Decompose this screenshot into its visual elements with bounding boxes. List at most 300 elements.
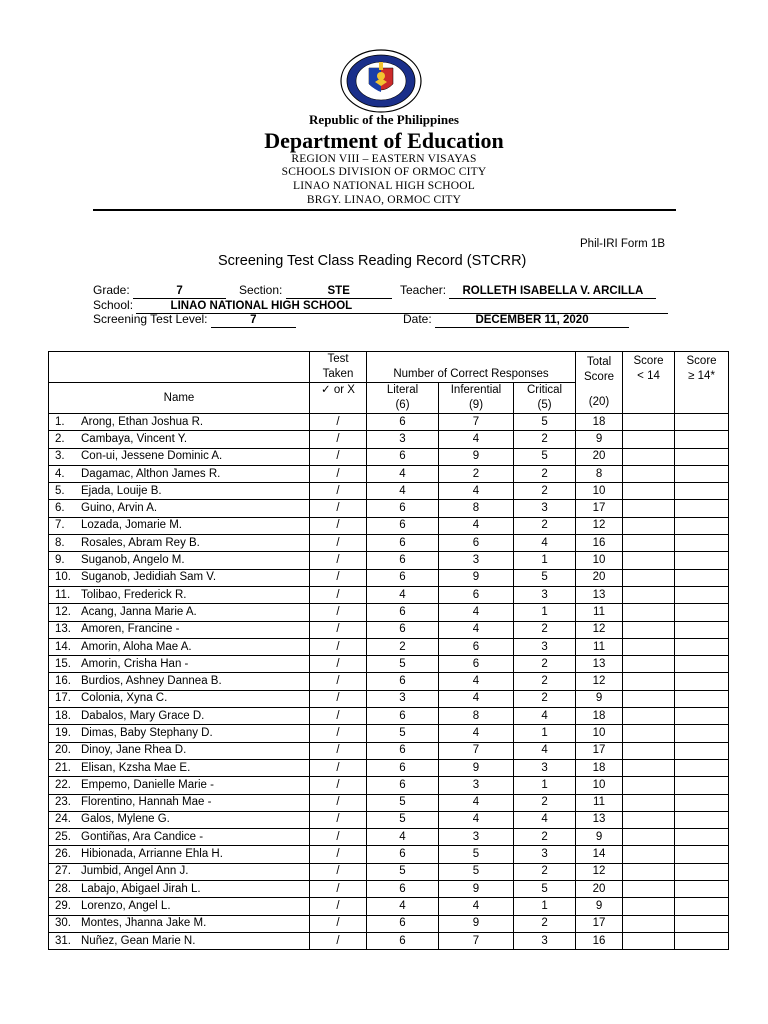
level-label: Screening Test Level:: [93, 312, 208, 326]
table-row: [49, 708, 729, 725]
score-lt14-header: [623, 352, 675, 414]
score-ge14-cell: [675, 448, 729, 465]
table-row: [49, 829, 729, 846]
row-number: 28.: [55, 882, 71, 895]
critical-cell: 2: [514, 621, 576, 638]
literal-cell: 6: [367, 517, 439, 534]
score-ge14-cell: [675, 569, 729, 586]
literal-cell: 4: [367, 465, 439, 482]
row-number: 11.: [55, 588, 71, 601]
blank-header-cell: [49, 352, 310, 383]
student-name: Empemo, Danielle Marie -: [81, 778, 214, 791]
test-taken-cell: /: [310, 898, 367, 915]
row-number: 26.: [55, 848, 71, 861]
row-number: 23.: [55, 796, 71, 809]
table-row: [49, 414, 729, 431]
total-score-cell: 9: [576, 690, 623, 707]
literal-cell: 6: [367, 759, 439, 776]
test-taken-cell: /: [310, 915, 367, 932]
literal-cell: 3: [367, 431, 439, 448]
total-score-cell: 20: [576, 569, 623, 586]
student-name-cell: [49, 535, 310, 552]
inferential-cell: 7: [439, 414, 514, 431]
critical-cell: 2: [514, 673, 576, 690]
grade-field: [93, 283, 226, 299]
critical-cell: 2: [514, 690, 576, 707]
score-ge14-cell: [675, 881, 729, 898]
test-taken-header: [310, 352, 367, 383]
table-row: [49, 517, 729, 534]
table-row: [49, 569, 729, 586]
student-name: Suganob, Angelo M.: [81, 554, 185, 567]
literal-cell: 4: [367, 586, 439, 603]
table-row: [49, 431, 729, 448]
total-score-cell: 20: [576, 448, 623, 465]
literal-label: Literal: [386, 384, 419, 396]
score-lt14-cell: [623, 569, 675, 586]
school-value-text: LINAO NATIONAL HIGH SCHOOL: [170, 300, 353, 312]
student-name-cell: [49, 465, 310, 482]
test-taken-cell: /: [310, 483, 367, 500]
total-line-1: Total: [586, 356, 612, 368]
row-number: 10.: [55, 571, 71, 584]
test-taken-cell: /: [310, 829, 367, 846]
score-lt14-cell: [623, 794, 675, 811]
score-lt14-cell: [623, 777, 675, 794]
student-name: Amorin, Crisha Han -: [81, 657, 189, 670]
critical-cell: 3: [514, 932, 576, 949]
total-score-cell: 9: [576, 431, 623, 448]
table-row: [49, 725, 729, 742]
score-ge14-cell: [675, 742, 729, 759]
score-ge14-cell: [675, 656, 729, 673]
student-name: Ejada, Louije B.: [81, 484, 162, 497]
inferential-cell: 9: [439, 569, 514, 586]
score-ge14-cell: [675, 500, 729, 517]
critical-cell: 3: [514, 846, 576, 863]
region-line: REGION VIII – EASTERN VISAYAS: [291, 153, 477, 165]
score-lt14-cell: [623, 742, 675, 759]
score-lt14-cell: [623, 448, 675, 465]
row-number: 31.: [55, 934, 71, 947]
inferential-cell: 9: [439, 759, 514, 776]
total-score-cell: 17: [576, 915, 623, 932]
score-lt14-cell: [623, 414, 675, 431]
student-name-cell: [49, 431, 310, 448]
score-ge14-cell: [675, 811, 729, 828]
inferential-cell: 3: [439, 777, 514, 794]
teacher-value: ROLLETH ISABELLA V. ARCILLA: [449, 285, 656, 299]
literal-cell: 5: [367, 656, 439, 673]
student-name-cell: [49, 708, 310, 725]
critical-cell: 1: [514, 604, 576, 621]
table-row: [49, 673, 729, 690]
critical-cell: 3: [514, 638, 576, 655]
address-line: BRGY. LINAO, ORMOC CITY: [306, 194, 462, 206]
row-number: 22.: [55, 778, 71, 791]
table-row: [49, 863, 729, 880]
row-number: 6.: [55, 502, 65, 515]
test-taken-cell: /: [310, 846, 367, 863]
critical-cell: 2: [514, 794, 576, 811]
inferential-cell: 3: [439, 552, 514, 569]
table-row: [49, 794, 729, 811]
total-score-cell: 9: [576, 829, 623, 846]
student-name: Hibionada, Arrianne Ehla H.: [81, 848, 223, 861]
score-ge14-cell: [675, 638, 729, 655]
score-lt14-cell: [623, 621, 675, 638]
score-lt14-cell: [623, 465, 675, 482]
test-taken-cell: /: [310, 742, 367, 759]
score-lt14-cell: [623, 811, 675, 828]
test-taken-cell: /: [310, 500, 367, 517]
student-name-cell: [49, 759, 310, 776]
score-ge14-cell: [675, 465, 729, 482]
score-lt14-cell: [623, 500, 675, 517]
student-name-cell: [49, 638, 310, 655]
total-score-cell: 11: [576, 794, 623, 811]
inferential-cell: 9: [439, 915, 514, 932]
literal-cell: 4: [367, 829, 439, 846]
form-number: Phil-IRI Form 1B: [580, 238, 665, 250]
critical-cell: 1: [514, 777, 576, 794]
inferential-cell: 3: [439, 829, 514, 846]
score-lt14-cell: [623, 898, 675, 915]
score-lt14-cell: [623, 673, 675, 690]
score-ge14-cell: [675, 586, 729, 603]
score-ge14-cell: [675, 431, 729, 448]
literal-cell: 5: [367, 863, 439, 880]
inferential-cell: 7: [439, 742, 514, 759]
inferential-cell: 4: [439, 898, 514, 915]
critical-cell: 3: [514, 586, 576, 603]
student-name-cell: [49, 586, 310, 603]
student-name: Guino, Arvin A.: [81, 502, 158, 515]
table-row: [49, 465, 729, 482]
test-taken-cell: /: [310, 881, 367, 898]
literal-cell: 6: [367, 604, 439, 621]
score-lt14-cell: [623, 552, 675, 569]
test-taken-cell: /: [310, 811, 367, 828]
table-row: [49, 483, 729, 500]
literal-cell: 6: [367, 777, 439, 794]
table-row: [49, 500, 729, 517]
student-name: Arong, Ethan Joshua R.: [81, 415, 204, 428]
test-taken-cell: /: [310, 465, 367, 482]
row-number: 2.: [55, 432, 65, 445]
score-ge14-cell: [675, 932, 729, 949]
table-row: [49, 638, 729, 655]
total-score-cell: 10: [576, 552, 623, 569]
school-line: LINAO NATIONAL HIGH SCHOOL: [292, 180, 476, 192]
date-value: DECEMBER 11, 2020: [435, 314, 629, 328]
test-taken-cell: /: [310, 863, 367, 880]
student-rows: [49, 414, 729, 950]
table-row: [49, 898, 729, 915]
inferential-header: [439, 383, 514, 414]
table-row: [49, 881, 729, 898]
inferential-max: (9): [468, 399, 484, 411]
literal-cell: 2: [367, 638, 439, 655]
table-row: [49, 759, 729, 776]
literal-cell: 6: [367, 569, 439, 586]
test-taken-line-2: Taken: [322, 368, 354, 380]
student-name: Burdios, Ashney Dannea B.: [81, 675, 222, 688]
inferential-cell: 8: [439, 500, 514, 517]
score-ge14-cell: [675, 552, 729, 569]
score-lt14-cell: [623, 535, 675, 552]
student-name-cell: [49, 846, 310, 863]
critical-cell: 2: [514, 915, 576, 932]
test-taken-cell: /: [310, 759, 367, 776]
form-title: Screening Test Class Reading Record (STCRR): [218, 253, 527, 269]
student-name: Amoren, Francine -: [81, 623, 180, 636]
total-score-cell: 17: [576, 500, 623, 517]
reading-record-table: [48, 351, 729, 950]
inferential-cell: 6: [439, 638, 514, 655]
total-score-cell: 12: [576, 673, 623, 690]
literal-cell: 3: [367, 690, 439, 707]
student-name-cell: [49, 811, 310, 828]
total-score-cell: 12: [576, 621, 623, 638]
score-ge14-cell: [675, 794, 729, 811]
score-lt14-cell: [623, 881, 675, 898]
total-score-cell: 11: [576, 638, 623, 655]
score-lt14-cell: [623, 932, 675, 949]
critical-label: Critical: [526, 384, 563, 396]
total-score-cell: 8: [576, 465, 623, 482]
date-label: Date:: [403, 312, 432, 326]
critical-cell: 3: [514, 500, 576, 517]
score-ge14-cell: [675, 708, 729, 725]
table-row: [49, 656, 729, 673]
test-taken-cell: /: [310, 552, 367, 569]
row-number: 1.: [55, 415, 65, 428]
literal-cell: 5: [367, 811, 439, 828]
literal-cell: 6: [367, 708, 439, 725]
division-line: SCHOOLS DIVISION OF ORMOC CITY: [281, 166, 487, 178]
inferential-cell: 4: [439, 431, 514, 448]
student-name-cell: [49, 448, 310, 465]
critical-cell: 5: [514, 881, 576, 898]
student-name: Suganob, Jedidiah Sam V.: [81, 571, 217, 584]
student-name: Tolibao, Frederick R.: [81, 588, 187, 601]
score-lt14-cell: [623, 656, 675, 673]
student-name-cell: [49, 725, 310, 742]
total-line-2: Score: [584, 371, 615, 383]
header-row-1: [49, 352, 729, 383]
inferential-cell: 4: [439, 483, 514, 500]
table-row: [49, 535, 729, 552]
table-row: [49, 621, 729, 638]
test-taken-cell: /: [310, 448, 367, 465]
student-name-cell: [49, 915, 310, 932]
score-lt14-cell: [623, 915, 675, 932]
student-name-cell: [49, 777, 310, 794]
critical-cell: 2: [514, 483, 576, 500]
inferential-cell: 4: [439, 725, 514, 742]
critical-cell: 2: [514, 863, 576, 880]
test-taken-cell: /: [310, 708, 367, 725]
table-row: [49, 552, 729, 569]
score-ge14-cell: [675, 915, 729, 932]
literal-cell: 6: [367, 621, 439, 638]
literal-cell: 6: [367, 742, 439, 759]
total-score-cell: 16: [576, 535, 623, 552]
correct-responses-header: Number of Correct Responses: [367, 352, 576, 383]
table-row: [49, 448, 729, 465]
department-heading: Department of Education: [264, 128, 504, 153]
test-taken-cell: /: [310, 638, 367, 655]
student-name: Labajo, Abigael Jirah L.: [81, 882, 201, 895]
row-number: 24.: [55, 813, 71, 826]
student-name-cell: [49, 673, 310, 690]
critical-cell: 1: [514, 898, 576, 915]
test-taken-line-1: Test: [327, 353, 349, 365]
total-score-cell: 11: [576, 604, 623, 621]
student-name: Dabalos, Mary Grace D.: [81, 709, 205, 722]
critical-cell: 1: [514, 552, 576, 569]
critical-cell: 4: [514, 535, 576, 552]
literal-cell: 5: [367, 725, 439, 742]
row-number: 15.: [55, 657, 71, 670]
score-ge14-cell: [675, 759, 729, 776]
student-name: Jumbid, Angel Ann J.: [81, 865, 189, 878]
total-score-cell: 10: [576, 725, 623, 742]
student-name-cell: [49, 863, 310, 880]
student-name-cell: [49, 690, 310, 707]
student-name-cell: [49, 829, 310, 846]
score-ge14-cell: [675, 829, 729, 846]
literal-cell: 6: [367, 881, 439, 898]
critical-cell: 4: [514, 811, 576, 828]
student-name-cell: [49, 794, 310, 811]
test-taken-cell: /: [310, 569, 367, 586]
student-name: Colonia, Xyna C.: [81, 692, 168, 705]
ge14-line-1: Score: [686, 355, 717, 367]
inferential-cell: 4: [439, 690, 514, 707]
score-ge14-cell: [675, 846, 729, 863]
inferential-cell: 9: [439, 881, 514, 898]
inferential-cell: 2: [439, 465, 514, 482]
literal-cell: 4: [367, 483, 439, 500]
score-ge14-cell: [675, 483, 729, 500]
total-score-cell: 13: [576, 811, 623, 828]
score-lt14-cell: [623, 604, 675, 621]
literal-header: [367, 383, 439, 414]
row-number: 21.: [55, 761, 71, 774]
table-row: [49, 846, 729, 863]
total-score-cell: 9: [576, 898, 623, 915]
ge14-line-2: ≥ 14*: [688, 370, 715, 382]
critical-cell: 3: [514, 759, 576, 776]
deped-seal-logo: [339, 48, 423, 114]
row-number: 27.: [55, 865, 71, 878]
literal-cell: 6: [367, 846, 439, 863]
student-name-cell: [49, 621, 310, 638]
score-ge14-cell: [675, 673, 729, 690]
student-name: Gontiñas, Ara Candice -: [81, 830, 204, 843]
inferential-cell: 6: [439, 535, 514, 552]
total-score-cell: 12: [576, 863, 623, 880]
score-ge14-cell: [675, 725, 729, 742]
score-lt14-cell: [623, 708, 675, 725]
critical-cell: 4: [514, 742, 576, 759]
literal-cell: 6: [367, 915, 439, 932]
total-max: (20): [588, 396, 610, 408]
test-taken-cell: /: [310, 777, 367, 794]
literal-cell: 6: [367, 500, 439, 517]
row-number: 16.: [55, 675, 71, 688]
student-name: Nuñez, Gean Marie N.: [81, 934, 196, 947]
row-number: 5.: [55, 484, 65, 497]
table-row: [49, 811, 729, 828]
total-score-cell: 16: [576, 932, 623, 949]
total-score-cell: 10: [576, 777, 623, 794]
row-number: 25.: [55, 830, 71, 843]
student-name: Florentino, Hannah Mae -: [81, 796, 212, 809]
total-score-cell: 17: [576, 742, 623, 759]
table-row: [49, 586, 729, 603]
row-number: 4.: [55, 467, 65, 480]
total-score-cell: 18: [576, 759, 623, 776]
score-ge14-cell: [675, 517, 729, 534]
score-lt14-cell: [623, 431, 675, 448]
score-ge14-cell: [675, 604, 729, 621]
check-or-x-header: ✓ or X: [310, 383, 367, 414]
literal-cell: 6: [367, 673, 439, 690]
total-score-cell: 14: [576, 846, 623, 863]
section-label: Section:: [239, 283, 283, 297]
inferential-cell: 4: [439, 794, 514, 811]
score-ge14-cell: [675, 863, 729, 880]
literal-cell: 6: [367, 414, 439, 431]
student-name-cell: [49, 414, 310, 431]
total-score-header: [576, 352, 623, 414]
student-name: Elisan, Kzsha Mae E.: [81, 761, 191, 774]
inferential-cell: 4: [439, 621, 514, 638]
table-row: [49, 932, 729, 949]
inferential-cell: 8: [439, 708, 514, 725]
test-taken-cell: /: [310, 794, 367, 811]
total-score-cell: 20: [576, 881, 623, 898]
score-lt14-cell: [623, 725, 675, 742]
student-name: Con-ui, Jessene Dominic A.: [81, 450, 223, 463]
section-field: [239, 283, 392, 299]
table-row: [49, 604, 729, 621]
student-name-cell: [49, 932, 310, 949]
date-field: [403, 312, 629, 328]
header-divider: [93, 209, 676, 211]
critical-cell: 2: [514, 517, 576, 534]
literal-cell: 5: [367, 794, 439, 811]
score-ge14-cell: [675, 898, 729, 915]
inferential-cell: 4: [439, 811, 514, 828]
name-header: Name: [49, 383, 310, 414]
test-taken-cell: /: [310, 604, 367, 621]
test-taken-cell: /: [310, 517, 367, 534]
row-number: 7.: [55, 519, 65, 532]
inferential-cell: 4: [439, 517, 514, 534]
total-score-cell: 18: [576, 708, 623, 725]
teacher-field: [400, 283, 656, 299]
critical-cell: 5: [514, 448, 576, 465]
student-name: Acang, Janna Marie A.: [81, 605, 197, 618]
critical-cell: 2: [514, 465, 576, 482]
score-lt14-cell: [623, 638, 675, 655]
score-ge14-cell: [675, 621, 729, 638]
student-name: Dagamac, Althon James R.: [81, 467, 221, 480]
